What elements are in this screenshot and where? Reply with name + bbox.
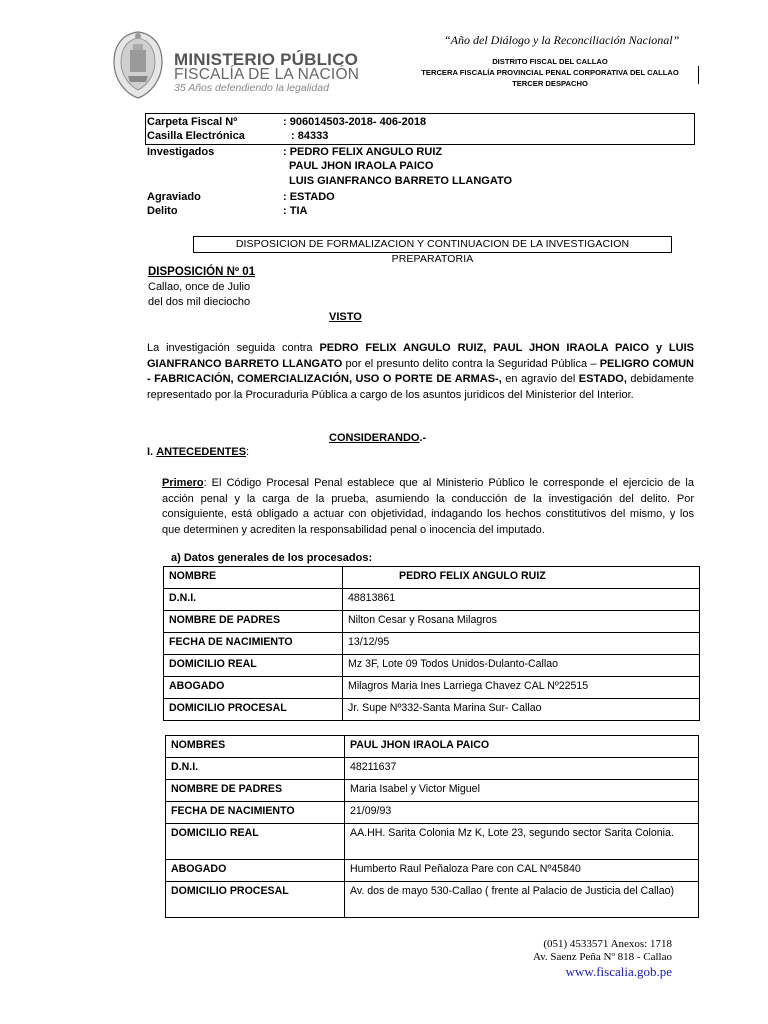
carpeta-value: : 906014503-2018- 406-2018 [283,116,427,128]
table-row: NOMBRE DE PADRES Maria Isabel y Victor Miguel [166,780,699,802]
carpeta-label: Carpeta Fiscal Nº [147,116,238,128]
ministry-slogan: 35 Años defendiendo la legalidad [174,82,329,94]
table-row: NOMBRE PEDRO FELIX ANGULO RUIZ [164,567,700,589]
table-row: D.N.I. 48211637 [166,758,699,780]
table-row: NOMBRE DE PADRES Nilton Cesar y Rosana Milagros [164,611,700,633]
delito-label: Delito [147,205,178,217]
table-row: DOMICILIO REAL Mz 3F, Lote 09 Todos Unidos-Dulanto-Callao [164,655,700,677]
place-date-line-2: del dos mil dieciocho [148,296,251,308]
table-row: ABOGADO Humberto Raul Peñaloza Pare con CAL Nº45840 [166,860,699,882]
agraviado-value: : ESTADO [283,191,335,203]
considerando-heading: CONSIDERANDO.- [329,432,427,444]
district-title: DISTRITO FISCAL DEL CALLAO [492,57,608,66]
section-antecedentes: I. ANTECEDENTES: [147,446,250,458]
investigados-label: Investigados [147,146,215,158]
procesado-2-table [165,735,699,918]
table-row: NOMBRES PAUL JHON IRAOLA PAICO [166,736,699,758]
table-row: ABOGADO Milagros Maria Ines Larriega Chavez CAL Nº22515 [164,677,700,699]
investigado-2: PAUL JHON IRAOLA PAICO [289,160,434,172]
subsection-datos-generales: a) Datos generales de los procesados: [171,552,373,564]
ministerio-publico-seal-logo [108,28,168,100]
visto-paragraph: La investigación seguida contra PEDRO FELIX ANGULO RUIZ, PAUL JHON IRAOLA PAICO y LUIS GIANFRANCO BARRETO LLANGATO por el presunto delito contra la Seguridad Pública – PELIGRO COMUN - FABRICACIÓN, COMERCIALIZACIÓN, USO O PORTE DE ARMAS-, en agravio del ESTADO, debidamente representado por la Procuraduria Pública a cargo de los asuntos juridicos del Ministerior del Interior. [147,342,694,401]
footer-website-link[interactable]: www.fiscalia.gob.pe [565,964,672,979]
table-row: DOMICILIO PROCESAL Av. dos de mayo 530-Callao ( frente al Palacio de Justicia del Callao) [166,882,699,918]
table-row: DOMICILIO PROCESAL Jr. Supe Nº332-Santa Marina Sur- Callao [164,699,700,721]
year-motto: “Año del Diálogo y la Reconciliación Nacional” [444,33,680,47]
casilla-label: Casilla Electrónica [147,130,245,142]
visto-heading: VISTO [329,311,362,323]
table-row: D.N.I. 48813861 [164,589,700,611]
primero-paragraph: Primero: El Código Procesal Penal establece que al Ministerio Público le corresponde el ejercicio de la acción penal y la carga de la prueba, asumiendo la conducción de la investigación del delito. Por consiguiente, está obligado a actuar con objetividad, indagando los hechos constitutivos del mismo, y los que determinen y acrediten la responsabilidad penal o inocencia del imputado. [162,477,694,536]
procesado-1-table [163,566,700,721]
delito-value: : TIA [283,205,308,217]
agraviado-label: Agraviado [147,191,201,203]
table-row: FECHA DE NACIMIENTO 21/09/93 [166,802,699,824]
table-row: FECHA DE NACIMIENTO 13/12/95 [164,633,700,655]
investigado-3: LUIS GIANFRANCO BARRETO LLANGATO [289,175,513,187]
casilla-value: : 84333 [291,130,329,142]
footer-address: Av. Saenz Peña Nº 818 - Callao [532,951,672,963]
footer-phone: (051) 4533571 Anexos: 1718 [543,938,672,950]
dispatch-title: TERCER DESPACHO [512,79,588,88]
document-title: DISPOSICION DE FORMALIZACION Y CONTINUACION DE LA INVESTIGACION PREPARATORIA [193,236,672,253]
place-date-line-1: Callao, once de Julio [148,281,251,293]
fiscalia-name: FISCALÍA DE LA NACIÓN [174,66,360,83]
table-row: DOMICILIO REAL AA.HH. Sarita Colonia Mz K, Lote 23, segundo sector Sarita Colonia. [166,824,699,860]
ministry-name: MINISTERIO PÚBLICO [174,50,358,69]
header-divider [698,66,699,84]
investigado-1: : PEDRO FELIX ANGULO RUIZ [283,146,443,158]
office-title: TERCERA FISCALÍA PROVINCIAL PENAL CORPORATIVA DEL CALLAO [421,68,679,77]
disposicion-number: DISPOSICIÓN Nº 01 [148,266,256,278]
